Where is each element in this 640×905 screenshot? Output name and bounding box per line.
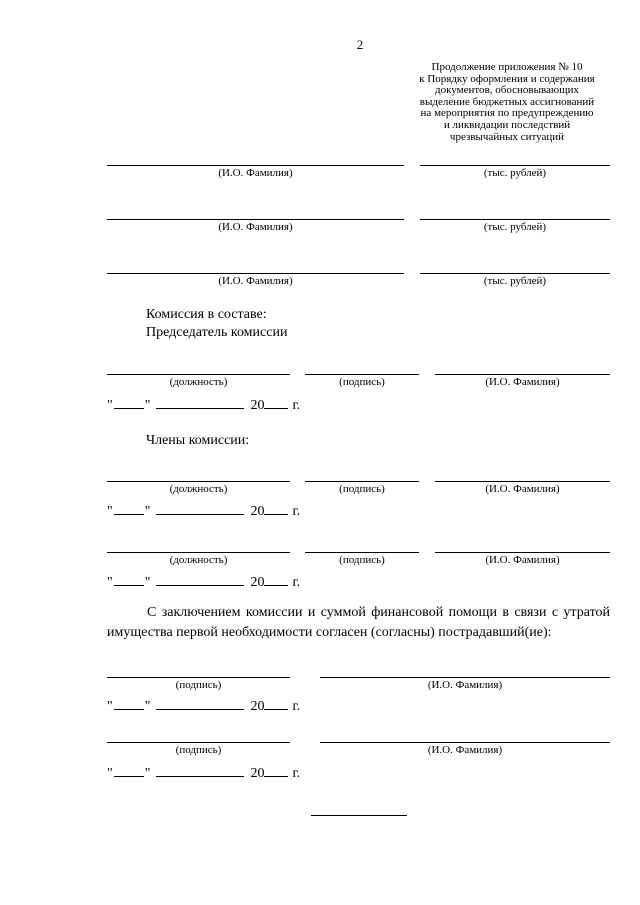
fio-caption: (И.О. Фамилия) [485, 483, 560, 495]
rub-caption: (тыс. рублей) [483, 167, 547, 179]
signature-line[interactable] [305, 481, 419, 482]
date-quote: " [107, 766, 113, 781]
fio-caption: (И.О. Фамилия) [218, 167, 293, 179]
signature-caption: (подпись) [339, 483, 385, 495]
date-year-suffix: г. [292, 398, 301, 413]
date-year-prefix: 20 [250, 766, 265, 781]
annex-line: выделение бюджетных ассигнований [419, 95, 595, 108]
date-year-suffix: г. [292, 504, 301, 519]
annex-line: к Порядку оформления и содержания [419, 72, 595, 85]
signature-line[interactable] [107, 677, 290, 678]
date-quote: " [107, 699, 113, 714]
date-field[interactable] [107, 503, 300, 520]
position-line[interactable] [107, 481, 290, 482]
page-number: 2 [356, 37, 364, 52]
annex-line: и ликвидации последствий [443, 118, 571, 131]
date-quote: " [107, 575, 113, 590]
date-quote: " [144, 398, 151, 413]
position-caption: (должность) [169, 376, 228, 388]
date-quote: " [144, 504, 151, 519]
annex-line: чрезвычайных ситуаций [449, 130, 565, 143]
members-label: Члены комиссии: [146, 433, 250, 448]
date-year-suffix: г. [292, 575, 301, 590]
position-caption: (должность) [169, 483, 228, 495]
annex-line: на мероприятия по предупреждению [420, 107, 594, 120]
fio-line[interactable] [320, 742, 610, 743]
end-divider [311, 815, 407, 816]
fio-line[interactable] [107, 165, 404, 166]
position-caption: (должность) [169, 554, 228, 566]
conclusion-text: С заключением комиссии и суммой финансовой помощи в связи с утратой имущества первой необходимости согласен (согласны) пострадавший(ие): [107, 605, 610, 640]
date-field[interactable] [107, 397, 300, 414]
fio-line[interactable] [107, 273, 404, 274]
signature-caption: (подпись) [175, 679, 222, 691]
signature-caption: (подпись) [339, 554, 385, 566]
chair-label: Председатель комиссии [146, 325, 288, 340]
date-quote: " [144, 699, 151, 714]
annex-header [392, 62, 622, 143]
commission-heading: Комиссия в составе: [146, 307, 267, 322]
position-line[interactable] [107, 374, 290, 375]
position-line[interactable] [107, 552, 290, 553]
fio-line[interactable] [435, 481, 610, 482]
annex-line: документов, обосновывающих [435, 84, 579, 97]
date-quote: " [144, 766, 151, 781]
fio-caption: (И.О. Фамилия) [427, 744, 503, 756]
date-year-prefix: 20 [250, 398, 265, 413]
date-quote: " [144, 575, 151, 590]
signature-line[interactable] [305, 374, 419, 375]
fio-caption: (И.О. Фамилия) [218, 275, 293, 287]
fio-line[interactable] [435, 552, 610, 553]
date-field[interactable] [107, 765, 300, 782]
date-field[interactable] [107, 698, 300, 715]
rub-caption: (тыс. рублей) [483, 275, 547, 287]
date-quote: " [107, 398, 113, 413]
signature-line[interactable] [305, 552, 419, 553]
date-quote: " [107, 504, 113, 519]
fio-line[interactable] [435, 374, 610, 375]
fio-caption: (И.О. Фамилия) [218, 221, 293, 233]
signature-line[interactable] [107, 742, 290, 743]
rub-line[interactable] [420, 273, 610, 274]
annex-line: Продолжение приложения № 10 [431, 61, 583, 73]
date-year-suffix: г. [292, 699, 301, 714]
fio-line[interactable] [320, 677, 610, 678]
rub-caption: (тыс. рублей) [483, 221, 547, 233]
date-field[interactable] [107, 574, 300, 591]
date-year-suffix: г. [292, 766, 301, 781]
signature-caption: (подпись) [339, 376, 385, 388]
date-year-prefix: 20 [250, 504, 265, 519]
date-year-prefix: 20 [250, 699, 265, 714]
fio-caption: (И.О. Фамилия) [427, 679, 503, 691]
signature-caption: (подпись) [175, 744, 222, 756]
date-year-prefix: 20 [250, 575, 265, 590]
fio-line[interactable] [107, 219, 404, 220]
rub-line[interactable] [420, 165, 610, 166]
rub-line[interactable] [420, 219, 610, 220]
fio-caption: (И.О. Фамилия) [485, 554, 560, 566]
fio-caption: (И.О. Фамилия) [485, 376, 560, 388]
